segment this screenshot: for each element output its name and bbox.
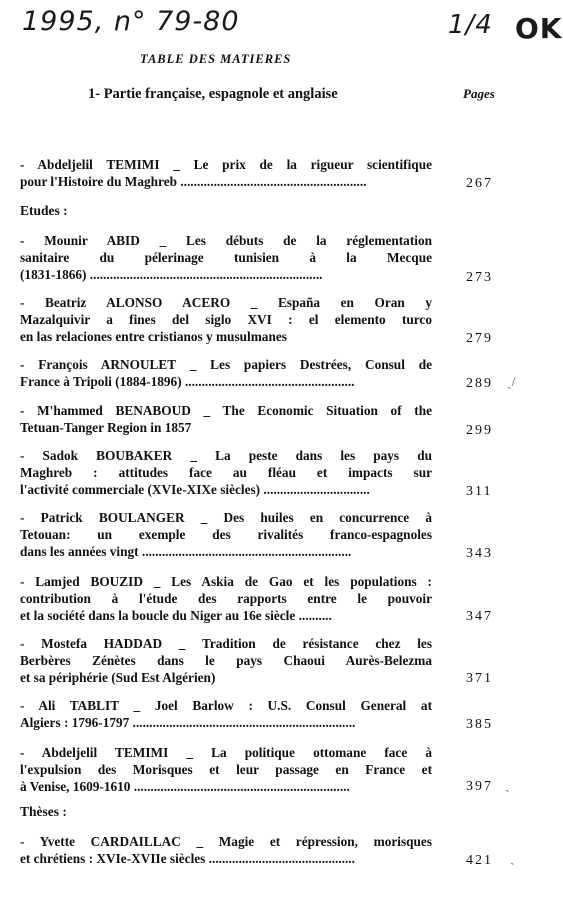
toc-entry-line: - Mounir ABID _ Les débuts de la réglementation — [20, 233, 432, 248]
toc-entry — [20, 833, 432, 867]
toc-entry — [20, 573, 432, 624]
pencil-tick-mark: ˏ/ — [507, 375, 516, 390]
section-subtitle: 1- Partie française, espagnole et anglaise — [88, 86, 338, 102]
pencil-tick-mark: ˏ — [510, 851, 515, 866]
toc-entry-line: Tetouan: un exemple des rivalités franco-espagnoles — [20, 527, 432, 542]
toc-entry-line: - Abdeljelil TEMIMI _ La politique ottomane face à — [20, 745, 432, 760]
toc-entry — [20, 447, 432, 498]
toc-entry-line: - Beatriz ALONSO ACERO _ España en Oran y — [20, 295, 432, 310]
toc-page-number: 311 — [466, 484, 493, 499]
toc-entry — [20, 744, 432, 795]
toc-entry-line: sanitaire du pélerinage tunisien à la Mecque — [20, 250, 432, 265]
toc-entry-line: pour l'Histoire du Maghreb ........................................................ — [20, 174, 367, 189]
toc-page-number: 371 — [466, 671, 493, 686]
toc-page-number: 273 — [466, 270, 493, 285]
toc-page-number: 343 — [466, 546, 493, 561]
toc-entry-line: - Patrick BOULANGER _ Des huiles en concurrence à — [20, 510, 432, 525]
toc-entry — [20, 294, 432, 345]
toc-entry-line: - M'hammed BENABOUD _ The Economic Situation of the — [20, 403, 432, 418]
handwritten-issue-note: 1995, n° 79-80 — [22, 6, 240, 37]
toc-entry-line: Mazalquivir a fines del siglo XVI : el elemento turco — [20, 312, 432, 327]
toc-entry — [20, 356, 432, 390]
toc-entry-line: - Ali TABLIT _ Joel Barlow : U.S. Consul General at — [20, 698, 432, 713]
toc-entry — [20, 402, 432, 436]
toc-entry-line: - François ARNOULET _ Les papiers Destrées, Consul de — [20, 357, 432, 372]
toc-entry-line: France à Tripoli (1884-1896) ................................................... — [20, 374, 355, 389]
toc-entry-line: et chrétiens : XVIe-XVIIe siècles ............................................ — [20, 851, 355, 866]
toc-entry-line: et la société dans la boucle du Niger au 16e siècle .......... — [20, 608, 332, 623]
toc-entry-line: (1831-1866) ...................................................................... — [20, 267, 323, 282]
toc-entry-line: - Yvette CARDAILLAC _ Magie et répression, morisques — [20, 834, 432, 849]
toc-entry-line: - Mostefa HADDAD _ Tradition de résistance chez les — [20, 636, 432, 651]
toc-entry — [20, 156, 432, 190]
toc-entry-line: l'activité commerciale (XVIe-XIXe siècles) ................................ — [20, 482, 370, 497]
toc-entry-line: - Abdeljelil TEMIMI _ Le prix de la rigueur scientifique — [20, 157, 432, 172]
toc-entry-line: Berbères Zénètes dans le pays Chaoui Aurès-Belezma — [20, 653, 432, 668]
toc-entry-line: en las relaciones entre cristianos y musulmanes — [20, 329, 287, 344]
toc-entry — [20, 232, 432, 283]
toc-entry-line: dans les années vingt ............................................................... — [20, 544, 352, 559]
toc-page-number: 299 — [466, 423, 493, 438]
section-heading-theses: Thèses : — [20, 804, 67, 819]
document-title: TABLE DES MATIERES — [140, 52, 292, 66]
toc-entry — [20, 509, 432, 560]
toc-page-number: 279 — [466, 331, 493, 346]
toc-page-number: 397 — [466, 779, 493, 794]
handwritten-part-note: 1/4 — [448, 10, 493, 40]
toc-page-number: 267 — [466, 176, 493, 191]
toc-entry-line: - Lamjed BOUZID _ Les Askia de Gao et les populations : — [20, 574, 432, 589]
toc-entry — [20, 635, 432, 686]
toc-page-number: 385 — [466, 717, 493, 732]
pencil-tick-mark: ˏ — [505, 778, 510, 793]
toc-entry-line: Algiers : 1796-1797 ................................................................... — [20, 715, 356, 730]
handwritten-ok-note: OK — [515, 12, 563, 45]
toc-entry-line: à Venise, 1609-1610 ................................................................. — [20, 779, 350, 794]
toc-page-number: 289 — [466, 376, 493, 391]
toc-entry — [20, 697, 432, 731]
toc-entry-line: l'expulsion des Morisques et leur passage en France et — [20, 762, 432, 777]
toc-entry-line: - Sadok BOUBAKER _ La peste dans les pays du — [20, 448, 432, 463]
toc-page-number: 421 — [466, 853, 493, 868]
toc-entry-line: Maghreb : attitudes face au fléau et impacts sur — [20, 465, 432, 480]
toc-entry-line: Tetuan-Tanger Region in 1857 — [20, 420, 192, 435]
toc-page-number: 347 — [466, 609, 493, 624]
pages-column-header: Pages — [463, 86, 495, 101]
toc-entry-line: et sa périphérie (Sud Est Algérien) — [20, 670, 216, 685]
toc-entry-line: contribution à l'étude des rapports entre le pouvoir — [20, 591, 432, 606]
section-heading-etudes: Etudes : — [20, 203, 68, 218]
